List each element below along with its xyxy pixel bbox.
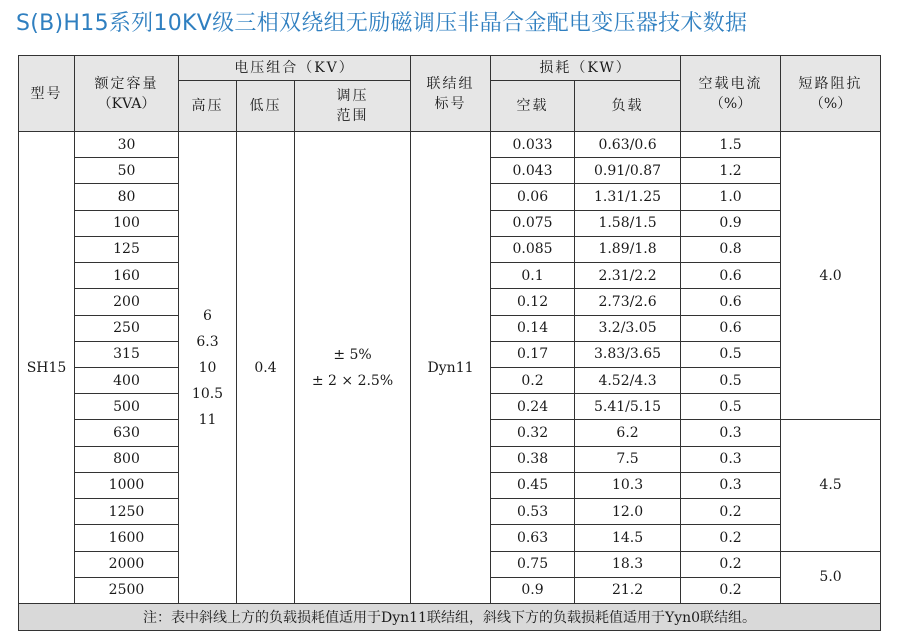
no-load-current-cell: 0.6: [681, 315, 781, 341]
tap-range-value: ± 2 × 2.5%: [311, 372, 394, 389]
no-load-current-cell: 1.5: [681, 132, 781, 158]
no-load-loss-cell: 0.63: [491, 525, 575, 551]
table-header: [19, 56, 881, 132]
high-voltage-value: 6.3: [196, 333, 219, 350]
header-tap-range: 调压 范围: [295, 81, 411, 132]
no-load-loss-cell: 0.53: [491, 499, 575, 525]
load-loss-cell: 1.31/1.25: [575, 184, 681, 210]
capacity-cell: 50: [75, 158, 179, 184]
capacity-cell: 630: [75, 420, 179, 446]
capacity-cell: 100: [75, 210, 179, 236]
no-load-loss-cell: 0.9: [491, 577, 575, 603]
no-load-current-cell: 0.3: [681, 472, 781, 498]
capacity-cell: 30: [75, 132, 179, 158]
header-no-load-current: 空载电流 （%）: [681, 56, 781, 132]
load-loss-cell: 12.0: [575, 499, 681, 525]
no-load-current-cell: 0.5: [681, 341, 781, 367]
header-short-circuit-impedance: 短路阻抗 （%）: [781, 56, 881, 132]
impedance-cell: 4.0: [781, 132, 881, 420]
no-load-loss-cell: 0.32: [491, 420, 575, 446]
no-load-current-cell: 0.5: [681, 367, 781, 393]
header-connection: 联结组 标号: [411, 56, 491, 132]
high-voltage-value: 10.5: [191, 385, 224, 402]
load-loss-cell: 0.63/0.6: [575, 132, 681, 158]
capacity-cell: 125: [75, 236, 179, 262]
no-load-current-cell: 0.3: [681, 446, 781, 472]
capacity-cell: 200: [75, 289, 179, 315]
load-loss-cell: 21.2: [575, 577, 681, 603]
capacity-cell: 800: [75, 446, 179, 472]
no-load-loss-cell: 0.033: [491, 132, 575, 158]
header-low-voltage: 低压: [237, 81, 295, 132]
capacity-cell: 500: [75, 394, 179, 420]
no-load-loss-cell: 0.085: [491, 236, 575, 262]
load-loss-cell: 7.5: [575, 446, 681, 472]
header-no-load-loss: 空载: [491, 81, 575, 132]
no-load-loss-cell: 0.14: [491, 315, 575, 341]
no-load-loss-cell: 0.2: [491, 367, 575, 393]
load-loss-cell: 1.89/1.8: [575, 236, 681, 262]
no-load-current-cell: 0.5: [681, 394, 781, 420]
low-voltage-cell: 0.4: [237, 132, 295, 604]
impedance-cell: 5.0: [781, 551, 881, 604]
capacity-cell: 2500: [75, 577, 179, 603]
high-voltage-value: 6: [203, 307, 212, 324]
no-load-current-cell: 1.0: [681, 184, 781, 210]
no-load-current-cell: 0.9: [681, 210, 781, 236]
load-loss-cell: 2.31/2.2: [575, 263, 681, 289]
no-load-current-cell: 0.2: [681, 551, 781, 577]
connection-cell: Dyn11: [411, 132, 491, 604]
impedance-cell: 4.5: [781, 420, 881, 551]
no-load-loss-cell: 0.75: [491, 551, 575, 577]
capacity-cell: 80: [75, 184, 179, 210]
load-loss-cell: 6.2: [575, 420, 681, 446]
model-cell: SH15: [19, 132, 75, 604]
table-body: [19, 132, 881, 604]
load-loss-cell: 5.41/5.15: [575, 394, 681, 420]
no-load-loss-cell: 0.06: [491, 184, 575, 210]
no-load-loss-cell: 0.17: [491, 341, 575, 367]
header-loss-group: 损耗（KW）: [491, 56, 681, 81]
page-title: S(B)H15系列10KV级三相双绕组无励磁调压非晶合金配电变压器技术数据: [16, 11, 748, 36]
no-load-current-cell: 0.2: [681, 499, 781, 525]
header-high-voltage: 高压: [179, 81, 237, 132]
no-load-current-cell: 0.2: [681, 577, 781, 603]
load-loss-cell: 4.52/4.3: [575, 367, 681, 393]
capacity-cell: 1250: [75, 499, 179, 525]
no-load-current-cell: 0.3: [681, 420, 781, 446]
header-model: 型号: [19, 56, 75, 132]
no-load-current-cell: 1.2: [681, 158, 781, 184]
load-loss-cell: 14.5: [575, 525, 681, 551]
no-load-loss-cell: 0.38: [491, 446, 575, 472]
no-load-loss-cell: 0.075: [491, 210, 575, 236]
capacity-cell: 1600: [75, 525, 179, 551]
capacity-cell: 2000: [75, 551, 179, 577]
no-load-loss-cell: 0.12: [491, 289, 575, 315]
load-loss-cell: 0.91/0.87: [575, 158, 681, 184]
no-load-loss-cell: 0.1: [491, 263, 575, 289]
no-load-loss-cell: 0.45: [491, 472, 575, 498]
load-loss-cell: 3.2/3.05: [575, 315, 681, 341]
high-voltage-value: 10: [198, 359, 217, 376]
capacity-cell: 1000: [75, 472, 179, 498]
table-row: [19, 132, 881, 158]
tap-range-value: ± 5%: [333, 346, 372, 363]
spec-table: [18, 55, 881, 631]
no-load-loss-cell: 0.043: [491, 158, 575, 184]
no-load-current-cell: 0.2: [681, 525, 781, 551]
header-load-loss: 负载: [575, 81, 681, 132]
header-voltage-group: 电压组合（KV）: [179, 56, 411, 81]
load-loss-cell: 10.3: [575, 472, 681, 498]
capacity-cell: 315: [75, 341, 179, 367]
no-load-current-cell: 0.6: [681, 289, 781, 315]
header-capacity: 额定容量 （KVA）: [75, 56, 179, 132]
load-loss-cell: 2.73/2.6: [575, 289, 681, 315]
load-loss-cell: 3.83/3.65: [575, 341, 681, 367]
tap-range-cell: [295, 132, 411, 604]
high-voltage-cell: [179, 132, 237, 604]
no-load-current-cell: 0.8: [681, 236, 781, 262]
load-loss-cell: 1.58/1.5: [575, 210, 681, 236]
capacity-cell: 250: [75, 315, 179, 341]
capacity-cell: 160: [75, 263, 179, 289]
capacity-cell: 400: [75, 367, 179, 393]
no-load-current-cell: 0.6: [681, 263, 781, 289]
high-voltage-value: 11: [198, 411, 217, 428]
table-note: 注：表中斜线上方的负载损耗值适用于Dyn11联结组，斜线下方的负载损耗值适用于Yyn0联结组。: [19, 604, 881, 631]
no-load-loss-cell: 0.24: [491, 394, 575, 420]
load-loss-cell: 18.3: [575, 551, 681, 577]
